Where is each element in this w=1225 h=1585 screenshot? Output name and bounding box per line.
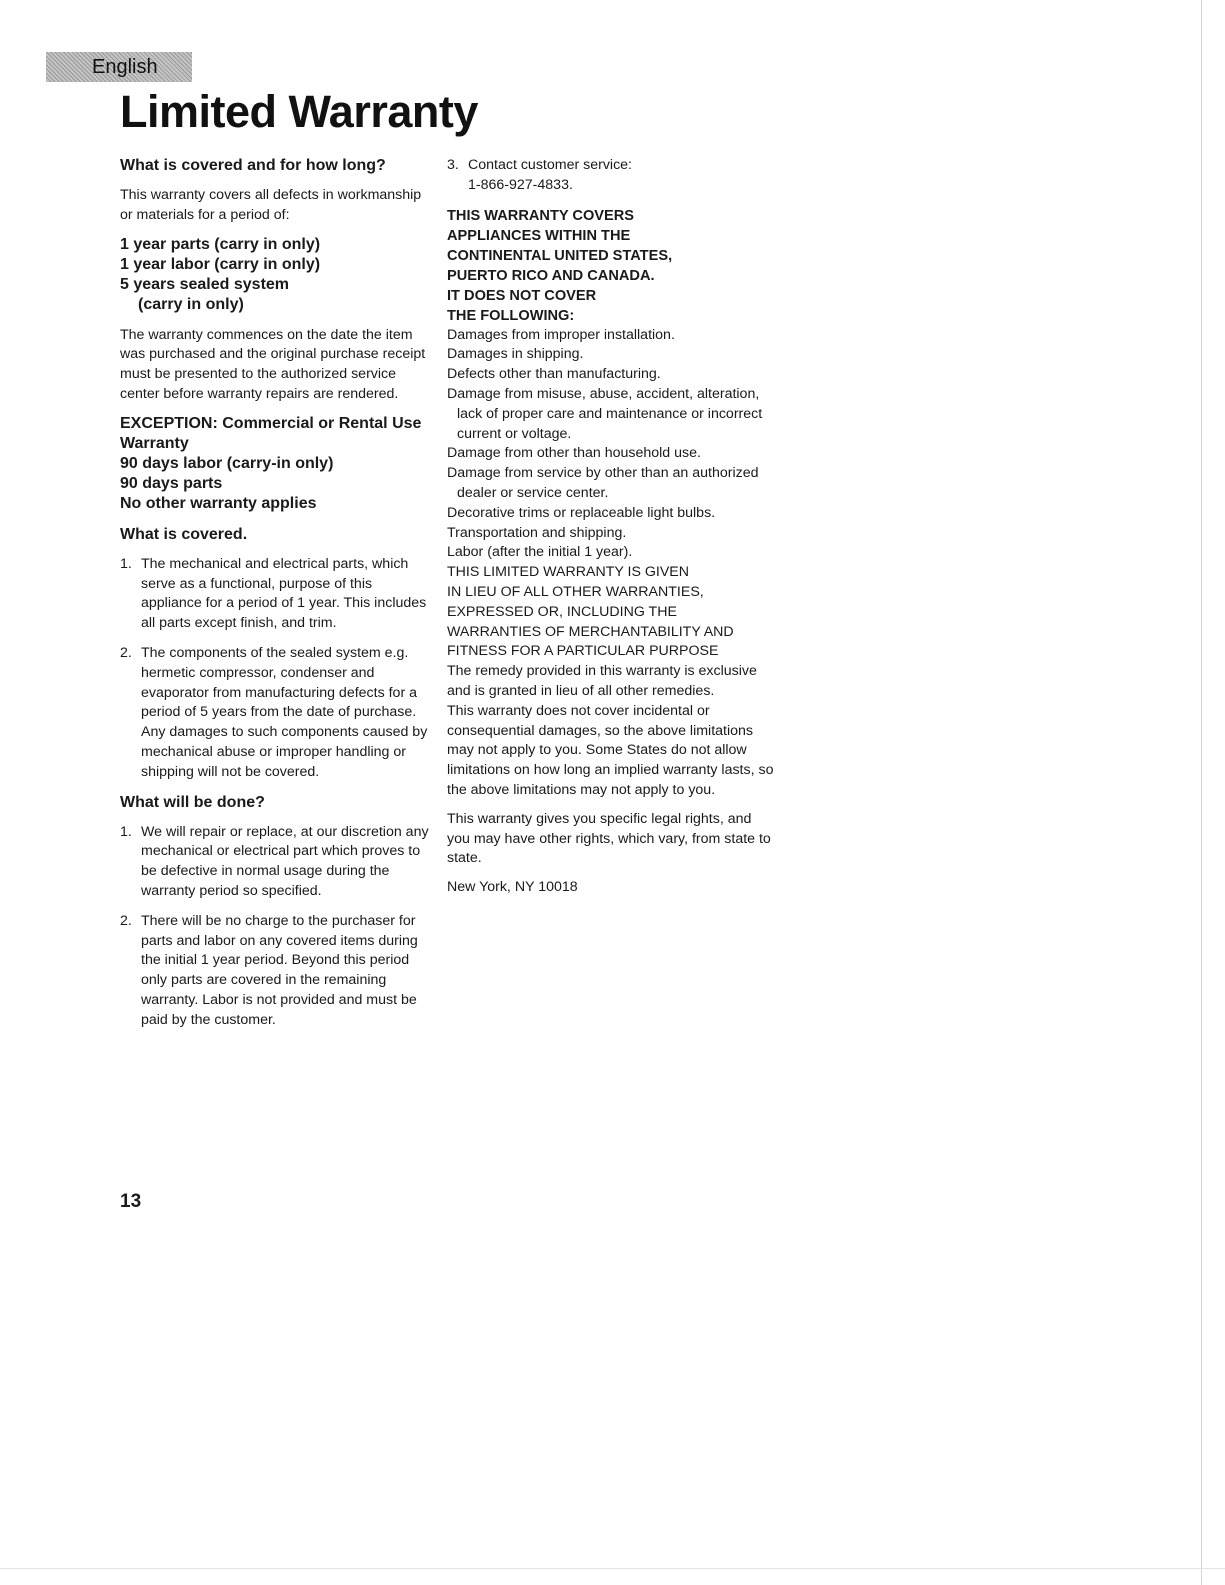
exclusion-item: Damage from misuse, abuse, accident, alteration, lack of proper care and maintenance or incorrect current or voltage. [447,385,763,442]
exclusions-list [447,326,777,564]
caps-heading-line: IT DOES NOT COVER [447,287,597,304]
covered-list [120,555,436,783]
list-text: The components of the sealed system e.g. hermetic compressor, condenser and evaporator from manufacturing defects for a period of 5 years from the date of purchase. Any damages to such components caused by mechanical abuse or improper handling or shipping will not be covered. [141,644,428,780]
coverage-intro: This warranty covers all defects in workmanship or materials for a period of: [120,187,422,223]
list-item [120,555,436,634]
exception-line: EXCEPTION: Commercial or Rental Use Warranty [120,414,422,452]
exclusion-item: Defects other than manufacturing. [447,366,661,383]
incidental-damages-text: This warranty does not cover incidental or consequential damages, so the above limitations may not apply to you. Some States do not allow limitations on how long an implied warranty lasts, so the above limitations may not apply to you. [447,702,774,798]
left-column [120,156,436,1041]
list-number: 1. [120,555,132,572]
language-tab [46,52,192,82]
language-tab-label: English [92,56,158,78]
list-text: There will be no charge to the purchaser for parts and labor on any covered items during the initial 1 year period. Beyond this period only parts are covered in the remaining warranty. Labor is not provided and must be paid by the customer. [141,912,418,1028]
list-number: 2. [120,644,132,661]
contact-phone: 1-866-927-4833. [468,176,573,193]
term-line: 5 years sealed system [120,275,290,293]
exclusion-item: Damage from other than household use. [447,445,701,462]
exception-line: No other warranty applies [120,494,317,512]
list-number: 2. [120,912,132,929]
term-line: 1 year parts (carry in only) [120,235,321,253]
done-list [120,823,436,1031]
coverage-terms [120,235,436,315]
list-item [447,156,777,196]
caps-heading-line: THIS WARRANTY COVERS [447,207,635,224]
exclusion-item: Labor (after the initial 1 year). [447,544,633,561]
caps-heading-line: PUERTO RICO AND CANADA. [447,267,655,284]
exception-line: 90 days labor (carry-in only) [120,454,334,472]
page-bottom-rule [0,1568,1225,1569]
section-heading-coverage: What is covered and for how long? [120,157,386,174]
disclaimer-line: WARRANTIES OF MERCHANTABILITY AND [447,623,734,640]
page-number: 13 [120,1191,142,1212]
list-number: 3. [447,157,459,173]
legal-rights-text: This warranty gives you specific legal rights, and you may have other rights, which vary, from state to state. [447,810,771,867]
section-heading-what-done: What will be done? [120,793,265,811]
term-line: 1 year labor (carry in only) [120,255,321,273]
commencement-text: The warranty commences on the date the item was purchased and the original purchase receipt must be presented to the authorized service center before warranty repairs are rendered. [120,326,426,402]
list-item [120,823,436,902]
list-text: We will repair or replace, at our discretion any mechanical or electrical part which proves to be defective in normal usage during the warranty period so specified. [141,823,429,899]
contact-list [447,156,777,196]
caps-heading-line: CONTINENTAL UNITED STATES, [447,247,673,264]
caps-heading-line: THE FOLLOWING: [447,307,575,324]
remedy-text: The remedy provided in this warranty is exclusive and is granted in lieu of all other remedies. [447,663,757,699]
page-edge-rule [1201,0,1202,1585]
section-heading-what-covered: What is covered. [120,525,248,543]
list-item [120,912,436,1031]
contact-label: Contact customer service: [468,157,633,173]
caps-heading-line: APPLIANCES WITHIN THE [447,227,631,244]
right-column [447,156,777,907]
term-line-continued: (carry in only) [138,295,244,313]
exclusion-item: Transportation and shipping. [447,524,627,541]
list-number: 1. [120,823,132,840]
coverage-territory-heading [447,206,777,326]
exclusion-item: Damages in shipping. [447,346,584,363]
exclusion-item: Damages from improper installation. [447,326,675,343]
exception-block [120,414,436,514]
disclaimer-line: EXPRESSED OR, INCLUDING THE [447,603,677,620]
list-item [120,644,436,783]
disclaimer-line: FITNESS FOR A PARTICULAR PURPOSE [447,643,719,660]
exclusion-item: Damage from service by other than an authorized dealer or service center. [447,465,759,501]
exclusion-item: Decorative trims or replaceable light bulbs. [447,504,716,521]
disclaimer-line: THIS LIMITED WARRANTY IS GIVEN [447,564,690,581]
list-text: The mechanical and electrical parts, which serve as a functional, purpose of this appliance for a period of 1 year. This includes all parts except finish, and trim. [141,555,427,632]
disclaimer-block [447,563,777,662]
page-title: Limited Warranty [120,86,478,137]
exception-line: 90 days parts [120,474,223,492]
disclaimer-line: IN LIEU OF ALL OTHER WARRANTIES, [447,583,704,600]
address: New York, NY 10018 [447,879,578,896]
